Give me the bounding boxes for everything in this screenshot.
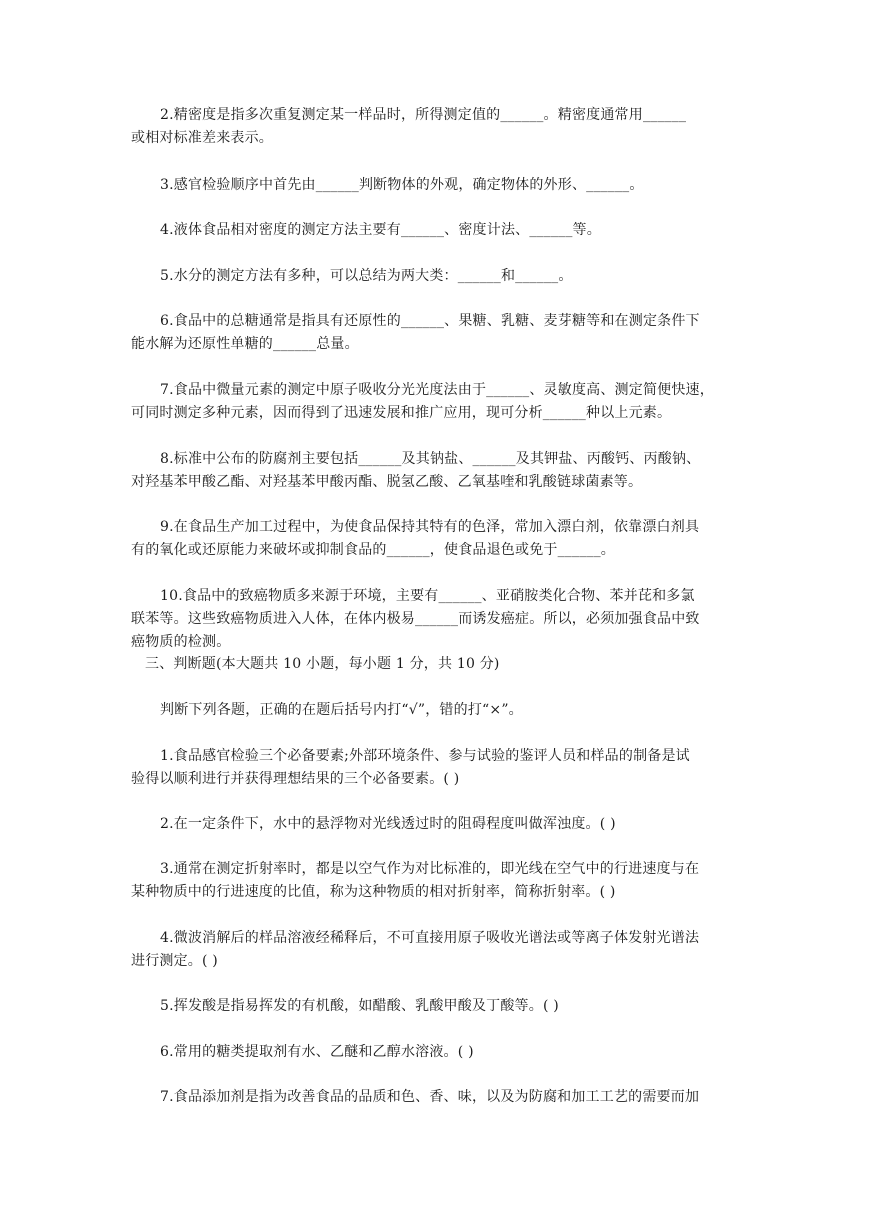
fill-q10-line3: 癌物质的检测。 [131, 634, 231, 650]
fill-q2-line2: 或相对标准差来表示。 [131, 130, 273, 146]
fill-q8-line1: 8.标准中公布的防腐剂主要包括______及其钠盐、______及其钾盐、丙酸钙、丙酸钠、 [160, 451, 701, 467]
fill-q9-line1: 9.在食品生产加工过程中，为使食品保持其特有的色泽，常加入漂白剂，依靠漂白剂具 [160, 519, 700, 535]
fill-q7-line1: 7.食品中微量元素的测定中原子吸收分光光度法由于______、灵敏度高、测定简便快速， [160, 382, 714, 398]
fill-q4-line1: 4.液体食品相对密度的测定方法主要有______、密度计法、______等。 [160, 222, 601, 238]
tf-q6-line1: 6.常用的糖类提取剂有水、乙醚和乙醇水溶液。( ) [160, 1044, 474, 1060]
tf-q7-line1: 7.食品添加剂是指为改善食品的品质和色、香、味，以及为防腐和加工工艺的需要而加 [160, 1089, 700, 1105]
tf-q2-line1: 2.在一定条件下，水中的悬浮物对光线透过时的阻碍程度叫做浑浊度。( ) [160, 816, 616, 832]
fill-q3-line1: 3.感官检验顺序中首先由______判断物体的外观，确定物体的外形、______。 [160, 177, 644, 193]
fill-q2-line1: 2.精密度是指多次重复测定某一样品时，所得测定值的______。精密度通常用______ [160, 107, 687, 123]
fill-q5-line1: 5.水分的测定方法有多种，可以总结为两大类：______和______。 [160, 268, 573, 284]
tf-q1-line1: 1.食品感官检验三个必备要素;外部环境条件、参与试验的鉴评人员和样品的制备是试 [160, 748, 690, 764]
fill-q9-line2: 有的氧化或还原能力来破坏或抑制食品的______，使食品退色或免于______。 [131, 542, 615, 558]
fill-q10-line1: 10.食品中的致癌物质多来源于环境，主要有______、亚硝胺类化合物、苯并芘和多氯 [160, 588, 695, 604]
tf-q3-line2: 某种物质中的行进速度的比值，称为这种物质的相对折射率，简称折射率。( ) [131, 884, 616, 900]
tf-q5-line1: 5.挥发酸是指易挥发的有机酸，如醋酸、乳酸甲酸及丁酸等。( ) [160, 998, 559, 1014]
fill-q7-line2: 可同时测定多种元素，因而得到了迅速发展和推广应用，现可分析______种以上元素。 [131, 405, 672, 421]
fill-q6-line1: 6.食品中的总糖通常是指具有还原性的______、果糖、乳糖、麦芽糖等和在测定条件下 [160, 313, 700, 329]
fill-q8-line2: 对羟基苯甲酸乙酯、对羟基苯甲酸丙酯、脱氢乙酸、乙氧基喹和乳酸链球菌素等。 [131, 474, 643, 490]
fill-q6-line2: 能水解为还原性单糖的______总量。 [131, 336, 359, 352]
section-title: 三、判断题(本大题共 10 小题，每小题 1 分，共 10 分) [145, 656, 500, 672]
tf-q1-line2: 验得以顺利进行并获得理想结果的三个必备要素。( ) [131, 771, 460, 787]
fill-q10-line2: 联苯等。这些致癌物质进入人体，在体内极易______而诱发癌症。所以，必须加强食品中致 [131, 611, 700, 627]
tf-q4-line1: 4.微波消解后的样品溶液经稀释后，不可直接用原子吸收光谱法或等离子体发射光谱法 [160, 930, 700, 946]
tf-q3-line1: 3.通常在测定折射率时，都是以空气作为对比标准的，即光线在空气中的行进速度与在 [160, 861, 700, 877]
instruction-text: 判断下列各题，正确的在题后括号内打“√”，错的打“×”。 [160, 702, 523, 718]
tf-q4-line2: 进行测定。( ) [131, 953, 218, 969]
